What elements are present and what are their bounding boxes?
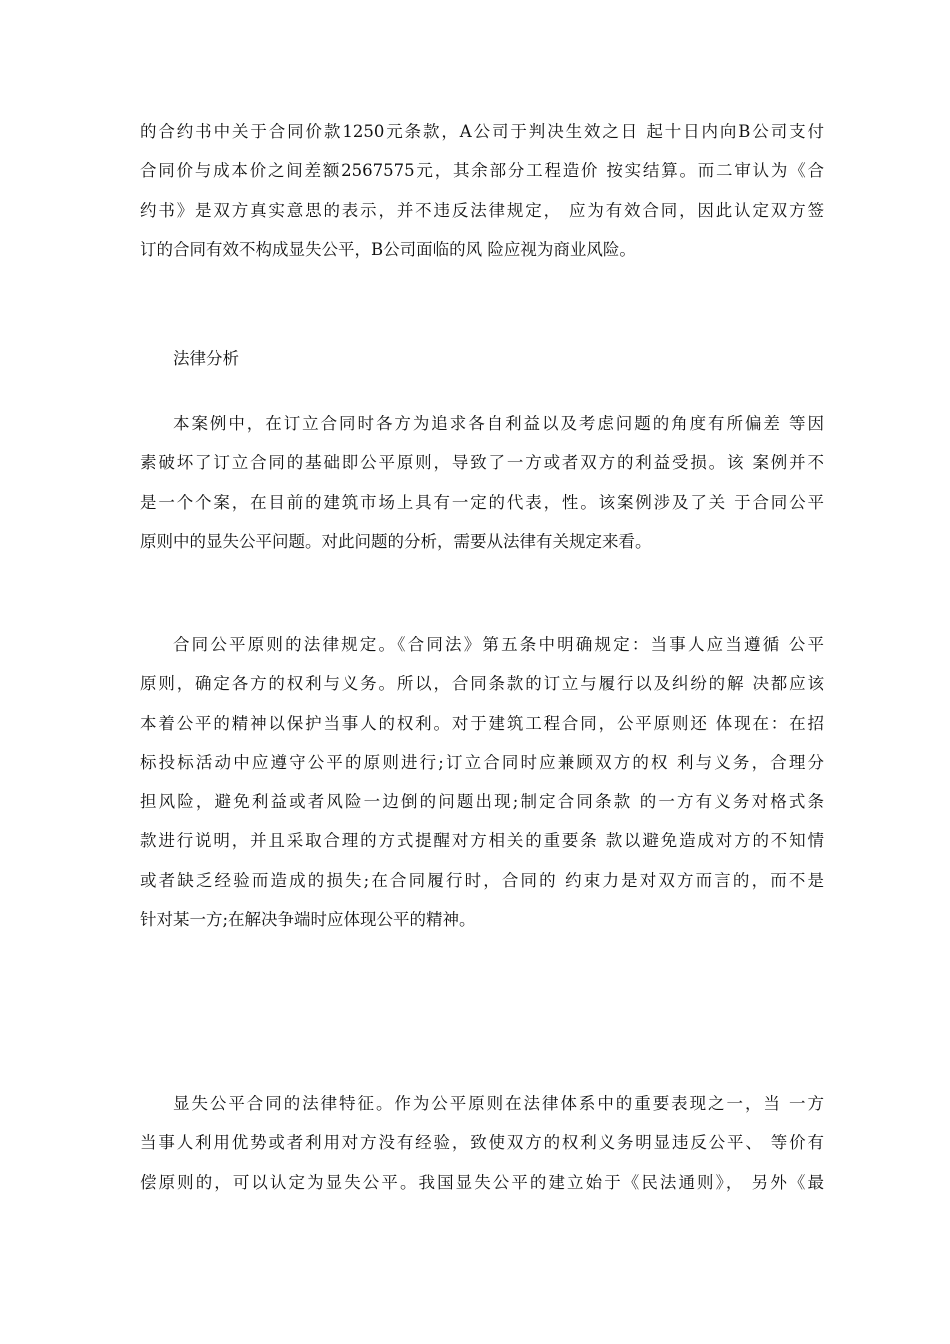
text-line: 约书》是双方真实意思的表示，并不违反法律规定， 应为有效合同，因此认定双方签 [140, 200, 824, 220]
paragraph-judgment [140, 112, 824, 269]
section-heading: 法律分析 [173, 349, 239, 368]
text-line: 款进行说明，并且采取合理的方式提醒对方相关的重要条 款以避免造成对方的不知情 [140, 831, 824, 851]
text-line: 原则，确定各方的权利与义务。所以，合同条款的订立与履行以及纠纷的解 决都应该 [140, 674, 824, 694]
paragraph-fairness-principle [140, 625, 824, 939]
text-line: 订的合同有效不构成显失公平，B公司面临的风 险应视为商业风险。 [140, 239, 636, 259]
text-line: 的合约书中关于合同价款1250元条款，A公司于判决生效之日 起十日内向B公司支付 [140, 122, 824, 141]
text-line: 本案例中，在订立合同时各方为追求各自利益以及考虑问题的角度有所偏差 等因 [173, 414, 824, 433]
text-line: 当事人利用优势或者利用对方没有经验，致使双方的权利义务明显违反公平、 等价有 [140, 1133, 824, 1153]
text-line: 原则中的显失公平问题。对此问题的分析，需要从法律有关规定来看。 [140, 531, 652, 551]
text-line: 显失公平合同的法律特征。作为公平原则在法律体系中的重要表现之一，当 一方 [173, 1094, 824, 1113]
text-line: 是一个个案，在目前的建筑市场上具有一定的代表，性。该案例涉及了关 于合同公平 [140, 492, 824, 512]
text-line: 素破坏了订立合同的基础即公平原则，导致了一方或者双方的利益受损。该 案例并不 [140, 453, 824, 473]
text-line: 本着公平的精神以保护当事人的权利。对于建筑工程合同，公平原则还 体现在：在招 [140, 713, 824, 733]
text-line: 合同价与成本价之间差额2567575元，其余部分工程造价 按实结算。而二审认为《合 [140, 161, 824, 181]
text-line: 合同公平原则的法律规定。《合同法》第五条中明确规定：当事人应当遵循 公平 [173, 635, 824, 654]
paragraph-unfairness-features [140, 1084, 824, 1202]
text-line: 担风险，避免利益或者风险一边倒的问题出现;制定合同条款 的一方有义务对格式条 [140, 792, 824, 812]
text-line: 偿原则的，可以认定为显失公平。我国显失公平的建立始于《民法通则》， 另外《最 [140, 1172, 824, 1192]
text-line: 或者缺乏经验而造成的损失;在合同履行时，合同的 约束力是对双方而言的，而不是 [140, 870, 824, 890]
text-line: 针对某一方;在解决争端时应体现公平的精神。 [140, 910, 476, 930]
text-line: 标投标活动中应遵守公平的原则进行;订立合同时应兼顾双方的权 利与义务，合理分 [140, 752, 824, 772]
paragraph-case-analysis [140, 404, 824, 561]
